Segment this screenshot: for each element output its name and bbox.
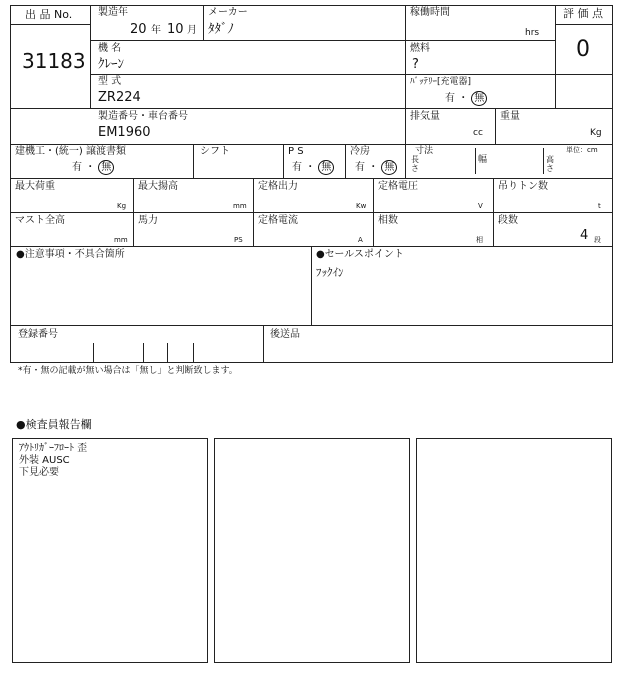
dim-height: 高 さ (546, 155, 554, 173)
max-lift-label: 最大揚高 (138, 181, 178, 192)
rule (10, 108, 613, 109)
rule (133, 178, 134, 246)
later-delivery-label: 後送品 (270, 329, 300, 340)
dim-width: 幅 (478, 155, 488, 165)
inspector-title: ●検査員報告欄 (16, 418, 92, 431)
battery-yes: 有 (445, 93, 455, 104)
ps-yes: 有 (292, 162, 302, 173)
rule (311, 246, 312, 325)
horsepower-label: 馬力 (138, 215, 158, 226)
cooler-yes: 有 (355, 162, 365, 173)
rule (263, 325, 264, 363)
cooler-label: 冷房 (350, 146, 370, 157)
max-lift-unit: mm (233, 202, 247, 210)
max-load-unit: Kg (117, 202, 127, 210)
rated-voltage-unit: V (478, 202, 483, 210)
cooler-dot: ・ (368, 162, 379, 173)
stage-unit: 段 (594, 236, 601, 244)
rule (555, 74, 613, 75)
rated-output-label: 定格出力 (258, 181, 298, 192)
rule (495, 108, 496, 144)
inspector-box-2 (214, 438, 410, 663)
rule (493, 178, 494, 246)
fuel-label: 燃料 (410, 43, 430, 54)
rule (10, 325, 613, 326)
rule (193, 343, 194, 363)
rule (10, 144, 613, 145)
cooler-option (355, 160, 397, 175)
rule (555, 5, 556, 108)
rated-output-unit: Kw (356, 202, 367, 210)
rule (143, 343, 144, 363)
max-load-label: 最大荷重 (15, 181, 55, 192)
sales-value: ﾌｯｸｲﾝ (316, 266, 344, 279)
model-name-label: 機 名 (98, 43, 122, 54)
dim-length: 長 さ (411, 155, 419, 173)
lot-number: 31183 (22, 49, 86, 73)
transfer-label: 建機工・(統一) 譲渡書類 (15, 146, 126, 157)
rule (90, 74, 555, 75)
rule (475, 148, 476, 174)
rule (10, 178, 613, 179)
ps-dot: ・ (305, 162, 316, 173)
year-label: 製造年 (98, 7, 128, 18)
fuel-value: ? (412, 57, 419, 72)
ps-option (292, 160, 334, 175)
battery-dot: ・ (458, 93, 469, 104)
rule (193, 144, 194, 178)
maker-value: ﾀﾀﾞﾉ (208, 22, 234, 37)
inspector-line: 下見必要 (19, 467, 59, 478)
phase-unit: 相 (476, 236, 483, 244)
rule (555, 24, 613, 25)
transfer-dot: ・ (85, 162, 96, 173)
rule (167, 343, 168, 363)
transfer-option (72, 160, 114, 175)
rule (345, 144, 346, 178)
serial-label: 製造番号・車台番号 (98, 111, 188, 122)
rule (203, 5, 204, 40)
rule (90, 5, 91, 108)
mast-label: マスト全高 (15, 215, 65, 226)
rule (10, 212, 613, 213)
rule (405, 144, 406, 178)
stage-label: 段数 (498, 215, 518, 226)
year-unit: 年 (151, 25, 161, 36)
weight-label: 重量 (500, 111, 520, 122)
transfer-yes: 有 (72, 162, 82, 173)
rule (373, 178, 374, 246)
phase-label: 相数 (378, 215, 398, 226)
displacement-unit: cc (473, 128, 483, 138)
month-unit: 月 (187, 25, 197, 36)
footnote: *有・無の記載が無い場合は「無し」と判断致します。 (18, 366, 238, 376)
transfer-no: 無 (98, 160, 114, 175)
year-value: 20 (130, 22, 147, 37)
ps-label: P S (288, 146, 304, 157)
rule (10, 24, 90, 25)
battery-label: ﾊﾞｯﾃﾘｰ[充電器] (410, 77, 472, 87)
stage-value: 4 (580, 228, 589, 243)
inspector-line: 外装 AUSC (19, 455, 70, 466)
lift-ton-unit: t (598, 202, 601, 210)
rating-value: 0 (576, 37, 590, 62)
sales-label: ●セールスポイント (316, 249, 404, 260)
ps-no: 無 (318, 160, 334, 175)
dim-unit-note: 単位：cm (566, 146, 598, 154)
type-value: ZR224 (98, 90, 141, 105)
battery-option (445, 91, 487, 106)
mast-unit: mm (114, 236, 128, 244)
displacement-label: 排気量 (410, 111, 440, 122)
rated-voltage-label: 定格電圧 (378, 181, 418, 192)
rating-label: 評 価 点 (563, 7, 603, 20)
rule (543, 148, 544, 174)
lot-label: 出 品 No. (25, 8, 73, 21)
registration-label: 登録番号 (18, 329, 58, 340)
caution-label: ●注意事項・不具合箇所 (16, 249, 125, 260)
horsepower-unit: PS (234, 236, 243, 244)
rule (93, 343, 94, 363)
month-value: 10 (167, 22, 184, 37)
inspector-box-3 (416, 438, 612, 663)
model-name-value: ｸﾚｰﾝ (98, 57, 124, 72)
type-label: 型 式 (98, 76, 122, 87)
rule (283, 144, 284, 178)
dim-label: 寸法 (415, 146, 434, 156)
rule (405, 5, 406, 144)
hours-label: 稼働時間 (410, 7, 450, 18)
rule (253, 178, 254, 246)
battery-no: 無 (471, 91, 487, 106)
lift-ton-label: 吊りトン数 (498, 181, 548, 192)
cooler-no: 無 (381, 160, 397, 175)
hours-unit: hrs (525, 28, 540, 38)
weight-unit: Kg (590, 128, 602, 138)
inspector-line: ｱｳﾄﾘｶﾞｰﾌﾛｰﾄ 歪 (19, 443, 88, 454)
rated-current-unit: A (358, 236, 363, 244)
rated-current-label: 定格電流 (258, 215, 298, 226)
rule (90, 40, 555, 41)
shift-label: シフト (200, 146, 230, 157)
maker-label: メーカー (208, 7, 248, 18)
serial-value: EM1960 (98, 125, 151, 140)
